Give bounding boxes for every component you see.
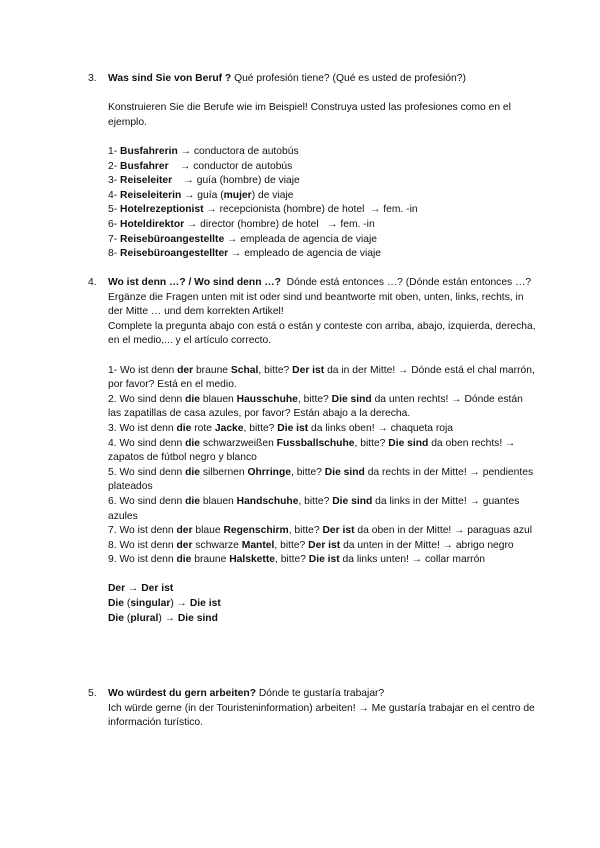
grammar-line: Die (plural) → Die sind [108, 612, 218, 624]
list-item: 9. Wo ist denn die braune Halskette, bitte? Die ist da links unten! → collar marrón [108, 554, 486, 566]
section-number: 3. [88, 73, 97, 84]
grammar-line: Die (singular) → Die ist [108, 598, 221, 610]
list-item: 5. Wo sind denn die silbernen Ohrringe, bitte? Die sind da rechts in der Mitte! → pendientes plateados [108, 466, 534, 493]
list-item: 3. Wo ist denn die rote Jacke, bitte? Die ist da links oben! → chaqueta roja [108, 422, 454, 434]
grammar-summary [108, 582, 538, 626]
list-item: 6. Wo sind denn die blauen Handschuhe, bitte? Die sind da links in der Mitte! → guantes azules [108, 495, 520, 522]
list-item: 1- Wo ist denn der braune Schal, bitte? Der ist da in der Mitte! → Dónde está el chal marrón, por favor? Está en el medio. [108, 364, 535, 391]
list-item: 2- Busfahrer → conductor de autobús [108, 160, 293, 172]
section-3-heading: Was sind Sie von Beruf ? Qué profesión tiene? (Qué es usted de profesión?) [108, 73, 466, 84]
section-number: 5. [88, 688, 97, 699]
list-item: 6- Hoteldirektor → director (hombre) de hotel → fem. -in [108, 218, 375, 230]
spanish-instruction: Complete la pregunta abajo con está o están y conteste con arriba, abajo, izquierda, derecha, en el medio,... y el artículo correcto. [108, 320, 536, 347]
list-item: 2. Wo sind denn die blauen Hausschuhe, bitte? Die sind da unten rechts! → Dónde están las zapatillas de casa azules, por favor? Están abajo a la derecha. [108, 393, 523, 420]
section-4-heading: Wo ist denn …? / Wo sind denn …? Dónde está entonces …? (Dónde están entonces …? [108, 277, 532, 288]
section-4-body [108, 276, 538, 626]
profession-list [108, 145, 538, 262]
list-item: 8- Reisebüroangestellter → empleado de agencia de viaje [108, 248, 382, 260]
list-item: 7. Wo ist denn der blaue Regenschirm, bitte? Der ist da oben in der Mitte! → paraguas azul [108, 525, 532, 537]
section-5-text: Ich würde gerne (in der Touristeninformation) arbeiten! → Me gustaría trabajar en el centro de información turístico. [108, 702, 535, 729]
section-5-body [108, 687, 538, 731]
list-item: 1- Busfahrerin → conductora de autobús [108, 145, 299, 157]
section-5-heading: Wo würdest du gern arbeiten? Dónde te gustaría trabajar? [108, 688, 385, 699]
example-list [108, 364, 538, 568]
section-number: 4. [88, 277, 97, 288]
list-item: 5- Hotelrezeptionist → recepcionista (hombre) de hotel → fem. -in [108, 204, 418, 216]
list-item: 7- Reisebüroangestellte → empleada de agencia de viaje [108, 233, 378, 245]
list-item: 3- Reiseleiter → guía (hombre) de viaje [108, 175, 300, 187]
list-item: 8. Wo ist denn der schwarze Mantel, bitte? Der ist da unten in der Mitte! → abrigo negro [108, 539, 514, 551]
grammar-line: Der → Der ist [108, 583, 174, 595]
section-3-body [108, 72, 538, 262]
german-instruction: Ergänze die Fragen unten mit ist oder sind und beantworte mit oben, unten, links, rechts, in der Mitte … und dem korrekten Artikel! [108, 291, 524, 318]
list-item: 4. Wo sind denn die schwarzweißen Fussballschuhe, bitte? Die sind da oben rechts! → zapatos de fútbol negro y blanco [108, 437, 516, 464]
list-item: 4- Reiseleiterin → guía (mujer) de viaje [108, 189, 294, 201]
section-3-instruction: Konstruieren Sie die Berufe wie im Beispiel! Construya usted las profesiones como en el ejemplo. [108, 102, 511, 128]
